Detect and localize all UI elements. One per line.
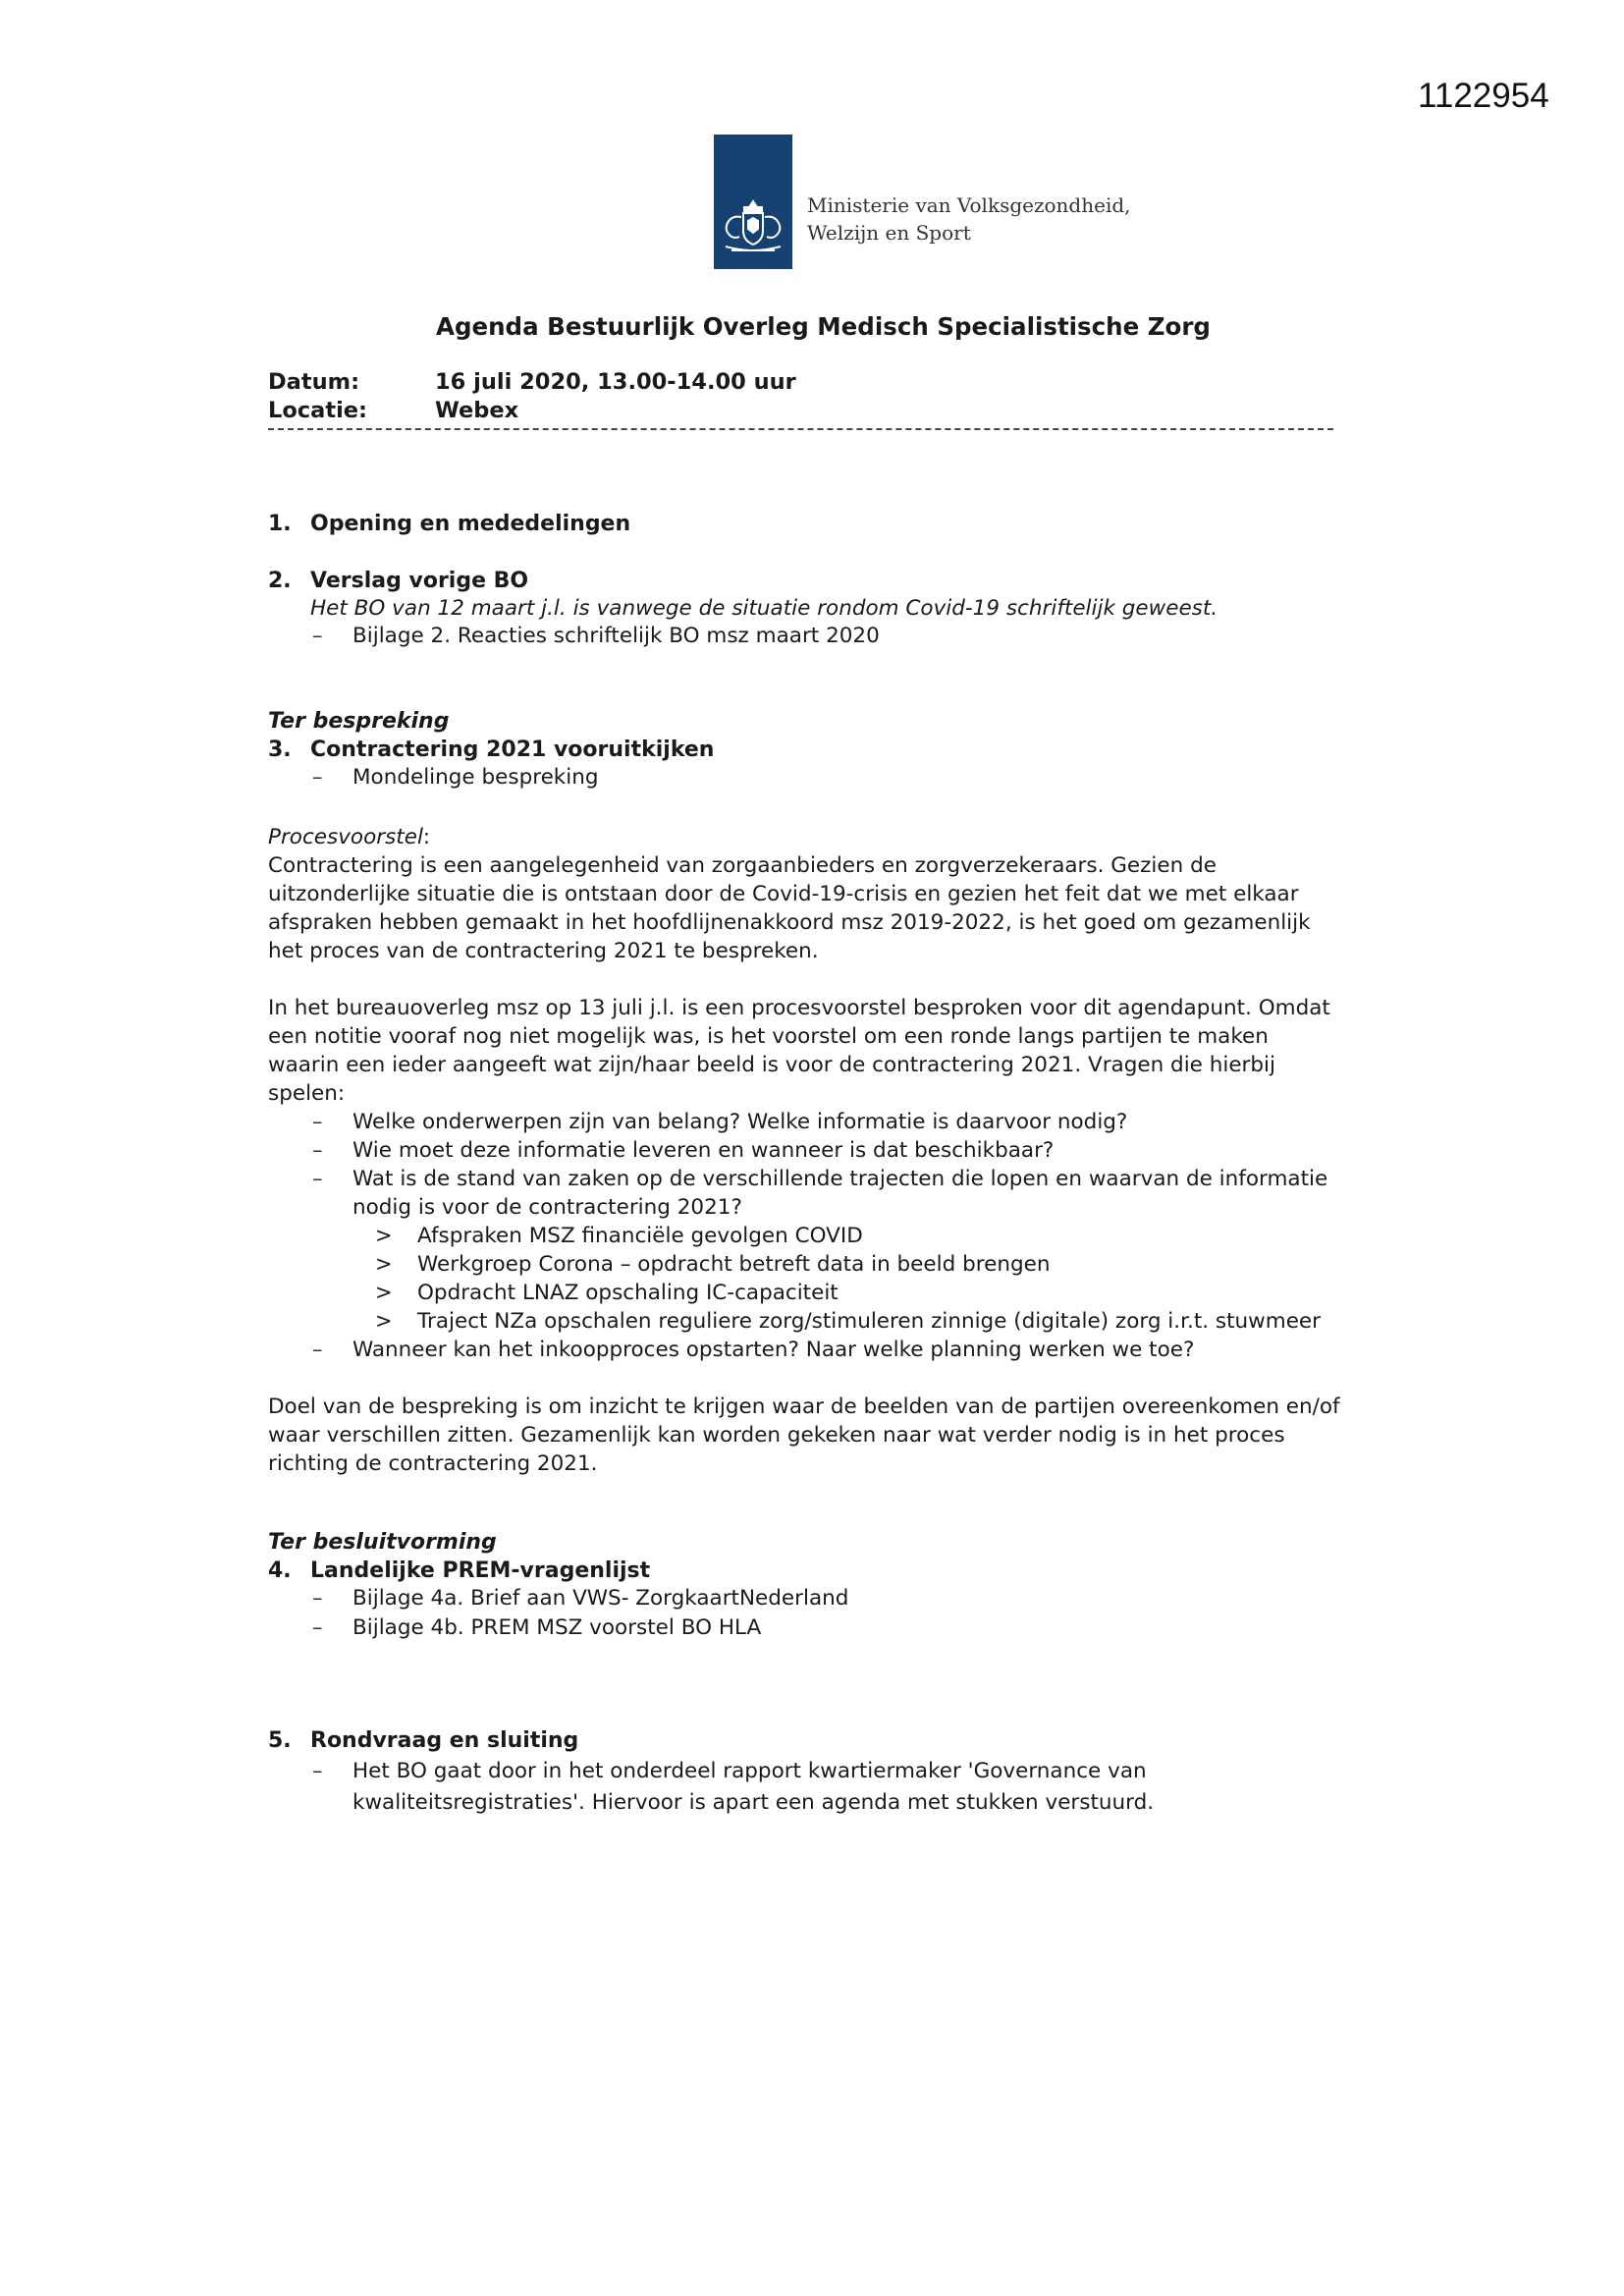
item-1-number: 1. <box>268 512 292 536</box>
item-2-attachment: Bijlage 2. Reacties schriftelijk BO msz maart 2020 <box>352 624 880 648</box>
logo-bar <box>714 135 792 269</box>
item-3-bullet: Mondelinge bespreking <box>352 765 599 790</box>
question-item: Wanneer kan het inkoopproces opstarten? Naar welke planning werken we toe? <box>352 1338 1195 1362</box>
locatie-value: Webex <box>435 398 519 423</box>
paragraph-3-line: waar verschillen zitten. Gezamenlijk kan worden gekeken naar wat verder nodig is in het proces <box>268 1423 1285 1448</box>
paragraph-2-line: waarin een ieder aangeeft wat zijn/haar beeld is voor de contractering 2021. Vragen die hierbij <box>268 1053 1275 1077</box>
meta-locatie <box>268 398 518 423</box>
sub-bullet-marker: > <box>375 1224 393 1247</box>
ministry-name-line-2: Welzijn en Sport <box>807 221 971 245</box>
meta-datum <box>268 369 796 395</box>
item-2-number: 2. <box>268 569 292 593</box>
sub-bullet-marker: > <box>375 1309 393 1333</box>
paragraph-2-line: In het bureauoverleg msz op 13 juli j.l. is een procesvoorstel besproken voor dit agendapunt. Omdat <box>268 996 1330 1020</box>
procesvoorstel-label-text: Procesvoorstel <box>268 825 423 849</box>
locatie-label: Locatie: <box>268 398 368 423</box>
ministry-name-line-1: Ministerie van Volksgezondheid, <box>807 193 1131 217</box>
item-4-number: 4. <box>268 1558 292 1583</box>
question-item-continued: nodig is voor de contractering 2021? <box>352 1195 742 1220</box>
paragraph-3-line: Doel van de bespreking is om inzicht te krijgen waar de beelden van de partijen overeenkomen en/of <box>268 1394 1340 1419</box>
item-5-text-line: Het BO gaat door in het onderdeel rapport kwartiermaker 'Governance van <box>352 1759 1147 1783</box>
item-1-title: Opening en mededelingen <box>310 512 631 536</box>
bullet-dash: – <box>312 765 323 789</box>
datum-label: Datum: <box>268 369 360 395</box>
item-4-attachment: Bijlage 4b. PREM MSZ voorstel BO HLA <box>352 1615 762 1640</box>
item-2-note: Het BO van 12 maart j.l. is vanwege de situatie rondom Covid-19 schriftelijk geweest. <box>310 596 1218 621</box>
sub-bullet-marker: > <box>375 1281 393 1304</box>
bullet-dash: – <box>312 1138 323 1162</box>
item-3-title: Contractering 2021 vooruitkijken <box>310 738 715 762</box>
datum-value: 16 juli 2020, 13.00-14.00 uur <box>435 369 796 395</box>
question-item: Wie moet deze informatie leveren en wanneer is dat beschikbaar? <box>352 1138 1055 1163</box>
agenda-title: Agenda Bestuurlijk Overleg Medisch Specialistische Zorg <box>436 312 1211 341</box>
question-item: Wat is de stand van zaken op de verschillende trajecten die lopen en waarvan de informatie <box>352 1167 1328 1191</box>
bullet-dash: – <box>312 1110 323 1133</box>
paragraph-2-line: een notitie vooraf nog niet mogelijk was, is het voorstel om een ronde langs partijen te maken <box>268 1024 1269 1049</box>
sub-bullet-item: Afspraken MSZ financiële gevolgen COVID <box>417 1224 863 1248</box>
procesvoorstel-label <box>268 825 430 849</box>
item-2-title: Verslag vorige BO <box>310 569 529 593</box>
item-4-title: Landelijke PREM-vragenlijst <box>310 1558 651 1583</box>
paragraph-1-line: het proces van de contractering 2021 te bespreken. <box>268 939 819 963</box>
bullet-dash: – <box>312 1338 323 1361</box>
dashed-divider <box>268 428 1333 430</box>
procesvoorstel-colon: : <box>422 825 431 849</box>
section-ter-bespreking: Ter bespreking <box>268 709 450 734</box>
sub-bullet-item: Traject NZa opschalen reguliere zorg/stimuleren zinnige (digitale) zorg i.r.t. stuwmeer <box>417 1309 1321 1334</box>
bullet-dash: – <box>312 1167 323 1190</box>
sub-bullet-item: Werkgroep Corona – opdracht betreft data in beeld brengen <box>417 1252 1051 1277</box>
paragraph-1-line: Contractering is een aangelegenheid van zorgaanbieders en zorgverzekeraars. Gezien de <box>268 853 1217 878</box>
ministry-logo <box>714 135 1131 269</box>
paragraph-1-line: uitzonderlijke situatie die is ontstaan door de Covid-19-crisis en gezien het feit dat we met elkaar <box>268 882 1299 906</box>
item-5-title: Rondvraag en sluiting <box>310 1728 579 1753</box>
item-5-number: 5. <box>268 1728 292 1753</box>
document-number: 1122954 <box>1418 77 1549 115</box>
paragraph-2-line: spelen: <box>268 1081 346 1106</box>
ministry-name <box>807 191 1131 269</box>
coat-of-arms-icon <box>718 195 788 258</box>
item-3-number: 3. <box>268 738 292 762</box>
item-5-text-line: kwaliteitsregistraties'. Hiervoor is apart een agenda met stukken verstuurd. <box>352 1790 1155 1815</box>
paragraph-3-line: richting de contractering 2021. <box>268 1451 598 1476</box>
paragraph-1-line: afspraken hebben gemaakt in het hoofdlijnenakkoord msz 2019-2022, is het goed om gezamenlijk <box>268 910 1311 935</box>
section-ter-besluitvorming: Ter besluitvorming <box>268 1530 497 1555</box>
bullet-dash: – <box>312 1586 323 1610</box>
sub-bullet-item: Opdracht LNAZ opschaling IC-capaciteit <box>417 1281 839 1305</box>
question-item: Welke onderwerpen zijn van belang? Welke informatie is daarvoor nodig? <box>352 1110 1128 1134</box>
item-4-attachment: Bijlage 4a. Brief aan VWS- ZorgkaartNederland <box>352 1586 849 1611</box>
bullet-dash: – <box>312 624 323 647</box>
bullet-dash: – <box>312 1615 323 1639</box>
sub-bullet-marker: > <box>375 1252 393 1276</box>
bullet-dash: – <box>312 1759 323 1782</box>
